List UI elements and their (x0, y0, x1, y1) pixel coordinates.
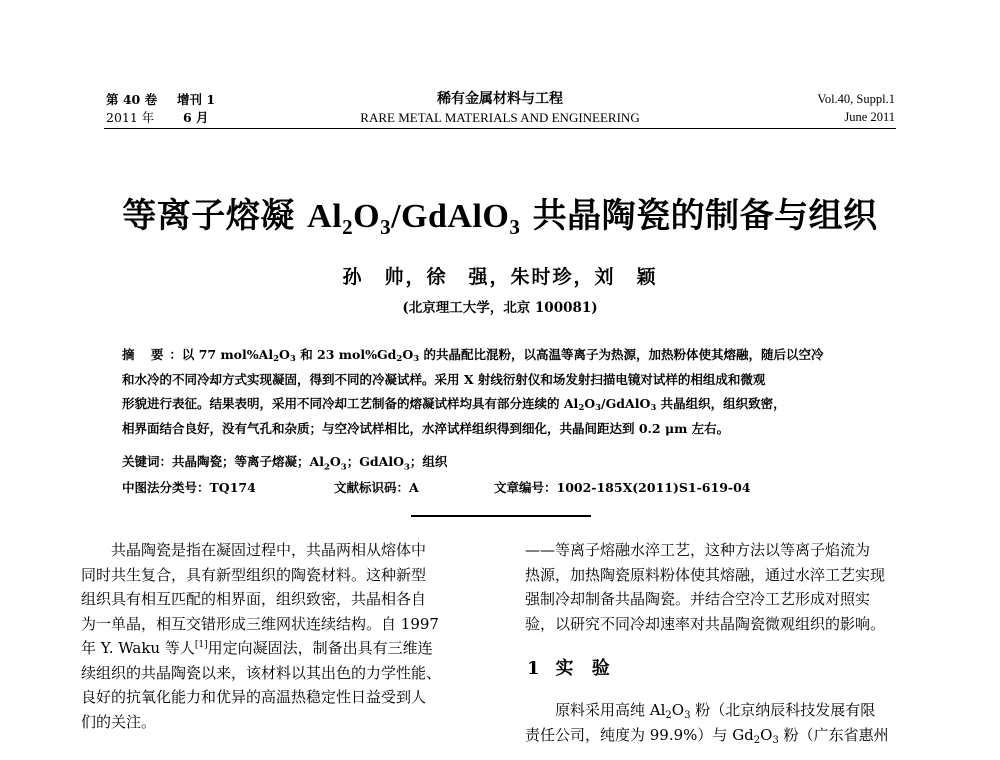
header-supplement: 增刊 1 (177, 92, 216, 107)
body-line: 原料采用高纯 $Al_2O_3$ 粉（北京纳辰科技发展有限 (525, 701, 876, 721)
right-column-paragraph (525, 698, 930, 747)
abstract-line: 摘 要：以 77 $mol\%Al_2O_3$ 和 23 $mol\%Gd_2O_3$ 的共晶配比混粉，以高温等离子为热源，加热粉体使其熔融，随后以空冷 (122, 347, 824, 364)
body-line: 续组织的共晶陶瓷以来，该材料以其出色的力学性能、 (81, 663, 442, 682)
abstract-divider (411, 515, 591, 517)
body-line: 良好的抗氧化能力和优异的高温热稳定性日益受到人 (81, 688, 427, 706)
document-code: 文献标识码：A (334, 480, 419, 495)
header-journal-cn: 稀有金属材料与工程 (437, 91, 563, 107)
body-line: 验，以研究不同冷却速率对共晶陶瓷微观组织的影响。 (525, 614, 886, 633)
right-column (525, 538, 930, 636)
paper-title: 等离子熔凝 $Al_2O_3/GdAlO_3$ 共晶陶瓷的制备与组织 (122, 196, 878, 239)
header-journal-en: RARE METAL MATERIALS AND ENGINEERING (360, 110, 640, 125)
body-line: 年 Y. Waku 等人[1]用定向凝固法，制备出具有三维连 (81, 639, 433, 657)
abstract-line: 相界面结合良好，没有气孔和杂质；与空冷试样相比，水淬试样组织得到细化，共晶间距达到 0.2 μm 左右。 (122, 420, 730, 436)
clc-number: 中图法分类号：TQ174 (122, 480, 256, 495)
header-year: 2011 年 (106, 110, 155, 125)
left-column (81, 538, 486, 734)
abstract-line: 和水冷的不同冷却方式实现凝固，得到不同的冷凝试样。采用 X 射线衍射仪和场发射扫描电镜对试样的相组成和微观 (122, 371, 766, 387)
body-line: 强制冷却制备共晶陶瓷。并结合空冷工艺形成对照实 (525, 590, 871, 608)
section-title: 实 验 (555, 658, 616, 679)
article-number: 文章编号：1002-185X(2011)S1-619-04 (494, 480, 751, 495)
keywords-label: 关键词 (122, 454, 160, 469)
keywords: 关键词：共晶陶瓷；等离子熔凝；$Al_2O_3$；GdAlO$_3$；组织 (122, 454, 448, 473)
header-month: 6 月 (183, 110, 209, 125)
body-line: ——等离子熔融水淬工艺，这种方法以等离子焰流为 (525, 541, 871, 559)
citation-ref: [1] (194, 640, 208, 650)
author-list: 孙 帅，徐 强，朱时珍，刘 颖 (342, 266, 658, 288)
section-number: 1 (527, 658, 546, 679)
abstract-label: 摘 要 (122, 347, 170, 362)
affiliation: (北京理工大学，北京 100081) (402, 300, 598, 316)
body-line: 同时共生复合，具有新型组织的陶瓷材料。这种新型 (81, 565, 427, 584)
body-line: 热源，加热陶瓷原料粉体使其熔融，通过水淬工艺实现 (525, 565, 886, 584)
body-line: 为一单晶，相互交错形成三维网状连续结构。自 1997 (81, 614, 439, 633)
body-line: 责任公司，纯度为 99.9%）与 $Gd_2O_3$ 粉（广东省惠州 (525, 725, 889, 746)
header-rule (104, 128, 896, 129)
body-line: 们的关注。 (81, 712, 157, 731)
header-date-en: June 2011 (844, 110, 895, 124)
abstract (122, 343, 892, 441)
body-line: 共晶陶瓷是指在凝固过程中，共晶两相从熔体中 (81, 541, 427, 559)
header-vol-en: Vol.40, Suppl.1 (817, 92, 895, 106)
abstract-line: 形貌进行表征。结果表明，采用不同冷却工艺制备的熔凝试样均具有部分连续的 $Al_2O_3/GdAlO_3$ 共晶组织，组织致密， (122, 396, 786, 413)
section-heading (527, 654, 616, 680)
body-line: 组织具有相互匹配的相界面，组织致密，共晶相各自 (81, 590, 427, 608)
header-volume: 第 40 卷 (106, 92, 158, 107)
